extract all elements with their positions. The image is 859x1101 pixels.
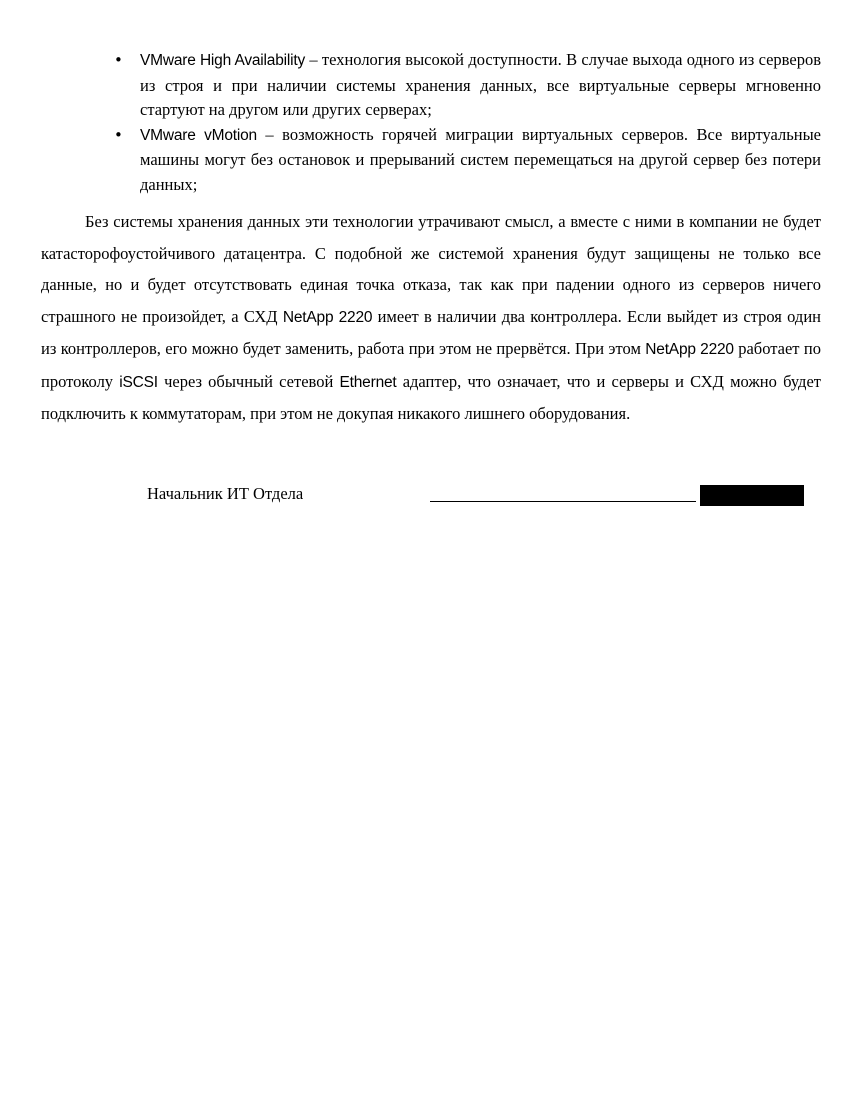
paragraph-text: Без системы хранения данных эти технологии утрачивают смысл, а вместе с ними в компании не будет катасторофоустойчивого датацентра. С подобной же системой хранения будут защищены не только все данные, но и будет отсутствовать единая точка отказа, так как при падении одного из серверов ничего страшного не произойдет, а СХД bbox=[41, 212, 821, 326]
paragraph-text: через обычный сетевой bbox=[157, 371, 340, 391]
bullet-icon: • bbox=[114, 125, 123, 144]
signature-line bbox=[430, 501, 696, 502]
signature-block bbox=[0, 482, 859, 510]
paragraph-term-netapp: NetApp 2220 bbox=[282, 308, 373, 326]
signatory-title: Начальник ИТ Отдела bbox=[147, 484, 304, 503]
bullet-text: – возможность горячей миграции виртуальных серверов. Все виртуальные машины могут без остановок и прерываний систем перемещаться на другой сервер без потери данных; bbox=[140, 124, 821, 194]
paragraph-term-ethernet: Ethernet bbox=[339, 373, 397, 391]
bullet-item-high-availability bbox=[114, 48, 821, 123]
technology-bullet-list bbox=[114, 48, 821, 197]
redacted-name-block bbox=[700, 485, 804, 506]
body-paragraph bbox=[41, 206, 821, 430]
bullet-term: VMware High Availability bbox=[140, 52, 306, 69]
bullet-item-vmotion bbox=[114, 123, 821, 198]
bullet-icon: • bbox=[114, 51, 123, 69]
paragraph-text: адаптер, что означает, что и серверы и СХД можно будет подключить к коммутаторам, при этом не докупая никакого лишнего оборудования. bbox=[41, 371, 821, 423]
bullet-text: – технология высокой доступности. В случае выхода одного из серверов из строя и при наличии системы хранения данных, все виртуальные серверы мгновенно стартуют на другом или других серверах; bbox=[140, 50, 821, 119]
paragraph-text: имеет в наличии два контроллера. Если выйдет из строя один из контроллеров, его можно будет заменить, работа при этом не прервётся. При этом bbox=[41, 306, 821, 358]
paragraph-term-iscsi: iSCSI bbox=[119, 373, 158, 391]
paragraph-text: работает по протоколу bbox=[41, 339, 821, 391]
paragraph-term-netapp: NetApp 2220 bbox=[645, 341, 734, 358]
bullet-term: VMware vMotion bbox=[140, 126, 257, 144]
